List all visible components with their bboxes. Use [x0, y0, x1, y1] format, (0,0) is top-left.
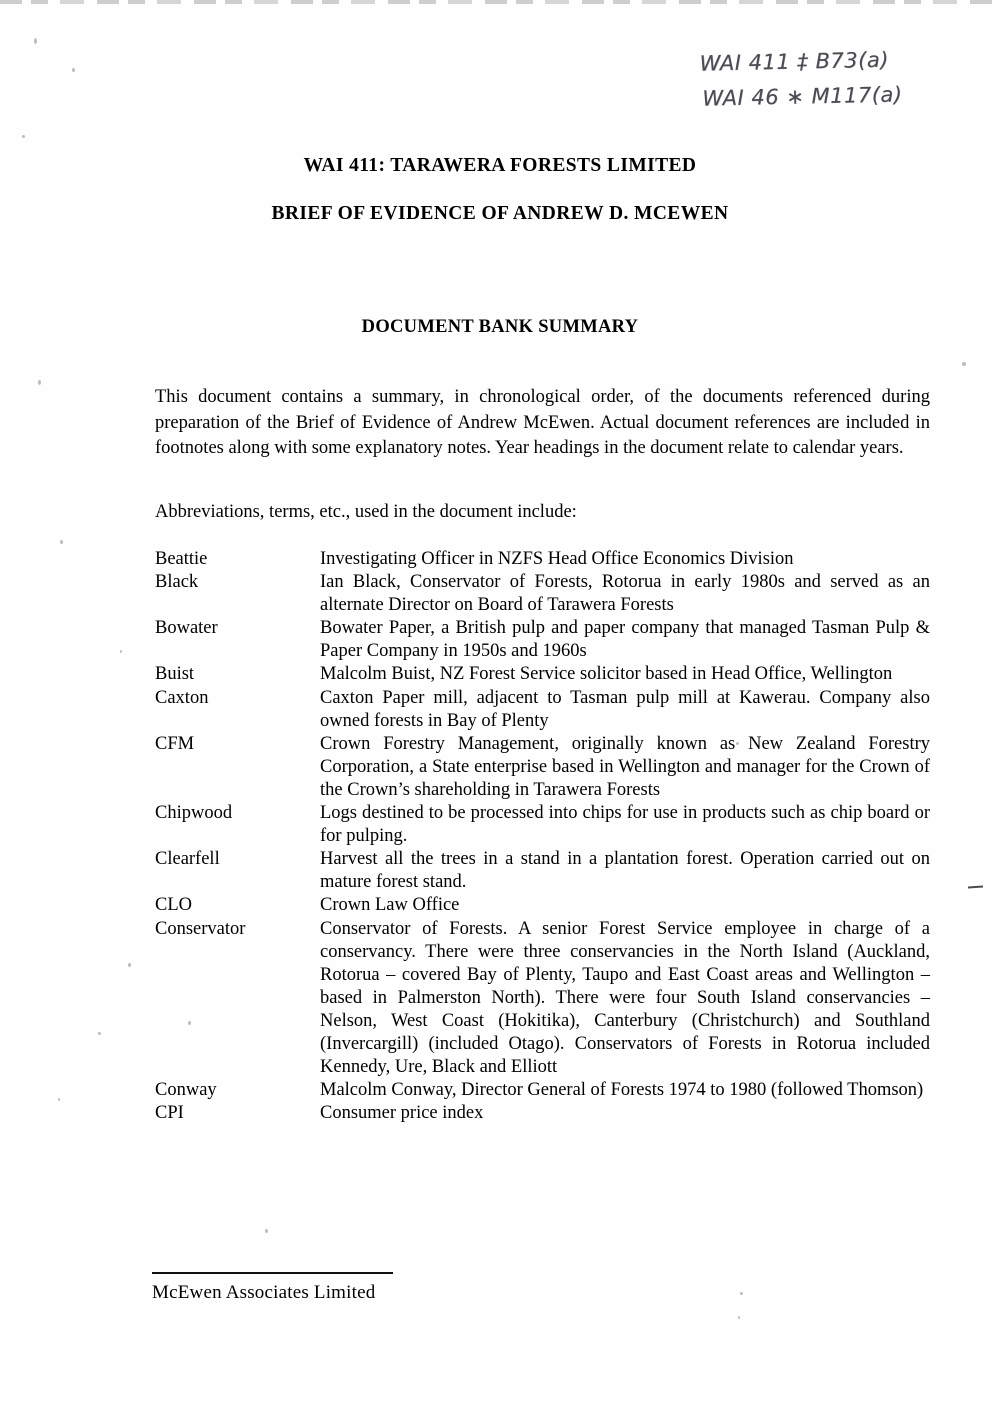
glossary-definition: Ian Black, Conservator of Forests, Rotorua in early 1980s and served as an alternate Director on Board of Tarawera Forests — [320, 572, 930, 616]
footer-company-name: McEwen Associates Limited — [152, 1282, 376, 1303]
glossary-row — [155, 733, 930, 802]
glossary-definition: Consumer price index — [320, 1103, 484, 1124]
scan-speck — [128, 963, 131, 967]
glossary-definition: Crown Law Office — [320, 895, 460, 916]
scan-speck — [72, 68, 75, 72]
glossary-term: CPI — [155, 1103, 184, 1124]
glossary-definition: Harvest all the trees in a stand in a plantation forest. Operation carried out on mature forest stand. — [320, 849, 930, 893]
handwritten-annotation-line-1: WAI 411 ‡ B73(a) — [699, 47, 890, 76]
glossary-row — [155, 571, 930, 617]
scan-speck — [58, 1098, 60, 1101]
glossary-term: Black — [155, 572, 199, 593]
glossary-term: Chipwood — [155, 803, 233, 824]
document-title-line-2: BRIEF OF EVIDENCE OF ANDREW D. MCEWEN — [271, 203, 729, 224]
page-footer — [152, 1272, 572, 1305]
glossary-term: Conway — [155, 1080, 217, 1101]
glossary-definition: Bowater Paper, a British pulp and paper company that managed Tasman Pulp & Paper Company in 1950s and 1960s — [320, 618, 930, 662]
handwritten-annotation — [699, 41, 950, 116]
glossary-definition: Conservator of Forests. A senior Forest Service employee in charge of a conservancy. There were three conservancies in the North Island (Auckland, Rotorua – covered Bay of Plenty, Taupo and East Coast areas and Wellington – based in Palmerston North). There were four South Island conservancies – Nelson, West Coast (Hokitika), Canterbury (Christchurch) and Southland (Invercargill) (included Otago). Conservators of Forests in Rotorua included Kennedy, Ure, Black and Elliott — [320, 918, 930, 1078]
glossary-term: Buist — [155, 664, 195, 685]
glossary-definition: Caxton Paper mill, adjacent to Tasman pulp mill at Kawerau. Company also owned forests in Bay of Plenty — [320, 687, 930, 731]
glossary-row — [155, 894, 930, 917]
glossary-list — [155, 548, 930, 1125]
footer-divider — [152, 1272, 393, 1274]
handwritten-annotation-line-2: WAI 46 ∗ M117(a) — [702, 82, 903, 111]
glossary-term: Clearfell — [155, 849, 220, 870]
glossary-term: Caxton — [155, 687, 209, 708]
glossary-definition: Crown Forestry Management, originally known as New Zealand Forestry Corporation, a State enterprise based in Wellington and manager for the Crown of the Crown’s shareholding in Tarawera Forests — [320, 733, 930, 800]
glossary-definition: Malcolm Conway, Director General of Forests 1974 to 1980 (followed Thomson) — [320, 1080, 924, 1101]
scan-dash-artifact — [968, 885, 983, 888]
glossary-row — [155, 1079, 930, 1102]
glossary-term: Bowater — [155, 618, 218, 639]
glossary-term: Beattie — [155, 549, 208, 569]
glossary-row — [155, 548, 930, 571]
scan-artifact-band — [0, 0, 1000, 4]
scan-speck — [34, 38, 37, 44]
scan-speck — [38, 380, 41, 385]
scan-speck — [265, 1229, 268, 1233]
scan-speck — [98, 1032, 101, 1035]
glossary-row — [155, 617, 930, 663]
intro-paragraph: This document contains a summary, in chronological order, of the documents referenced during preparation of the Brief of Evidence of Andrew McEwen. Actual document references are included in footnotes along with some explanatory notes. Year headings in the document relate to calendar years. — [155, 387, 930, 459]
document-title-line-1: WAI 411: TARAWERA FORESTS LIMITED — [303, 155, 697, 176]
glossary-row — [155, 687, 930, 733]
section-heading: DOCUMENT BANK SUMMARY — [361, 317, 639, 337]
scan-speck — [740, 1292, 743, 1295]
glossary-row — [155, 848, 930, 894]
glossary-definition: Logs destined to be processed into chips for use in products such as chip board or for pulping. — [320, 803, 930, 847]
glossary-row — [155, 802, 930, 848]
glossary-term: CFM — [155, 733, 195, 754]
glossary-row — [155, 663, 930, 686]
scan-speck — [962, 362, 966, 366]
glossary-definition: Malcolm Buist, NZ Forest Service solicitor based in Head Office, Wellington — [320, 664, 893, 685]
abbreviations-lead-in: Abbreviations, terms, etc., used in the document include: — [155, 502, 577, 522]
scan-speck — [738, 1316, 740, 1319]
scan-speck — [22, 135, 25, 138]
glossary-term: Conservator — [155, 918, 246, 939]
scan-speck — [60, 540, 63, 544]
glossary-definition: Investigating Officer in NZFS Head Office Economics Division — [320, 549, 794, 569]
scan-speck — [120, 650, 122, 653]
glossary-row — [155, 918, 930, 1080]
glossary-term: CLO — [155, 895, 192, 916]
glossary-row — [155, 1102, 930, 1125]
